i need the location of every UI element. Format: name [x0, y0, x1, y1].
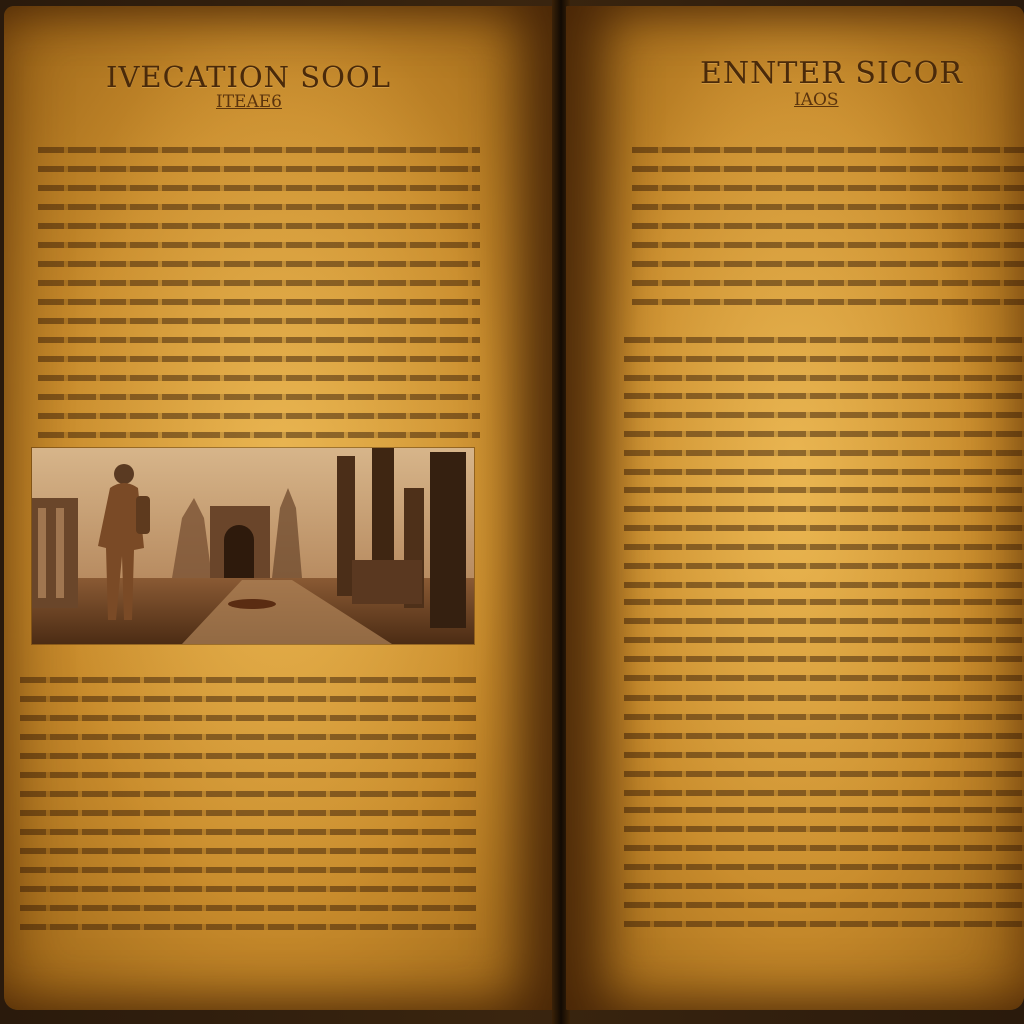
illustration: [32, 448, 474, 644]
right-page-title: ENNTER SICOR: [700, 56, 963, 91]
left-text-block-2: [20, 672, 476, 936]
right-text-block-3: [624, 388, 1024, 476]
right-text-block-4: [624, 482, 1024, 590]
right-text-block-6: [624, 690, 1024, 798]
right-text-block-7: [624, 802, 1024, 930]
right-text-block-2: [624, 332, 1024, 388]
right-page-subtitle: IAOS: [794, 90, 839, 110]
right-text-block-5: [624, 594, 1024, 686]
left-page-subtitle: ITEAE6: [216, 92, 282, 112]
right-text-block-1: [632, 142, 1024, 312]
left-page-title: IVECATION SOOL: [106, 60, 391, 94]
left-page: [4, 6, 558, 1010]
ruined-temple-traveler-icon: [32, 448, 474, 644]
right-page: [566, 6, 1024, 1010]
left-text-block-1: [38, 142, 480, 446]
